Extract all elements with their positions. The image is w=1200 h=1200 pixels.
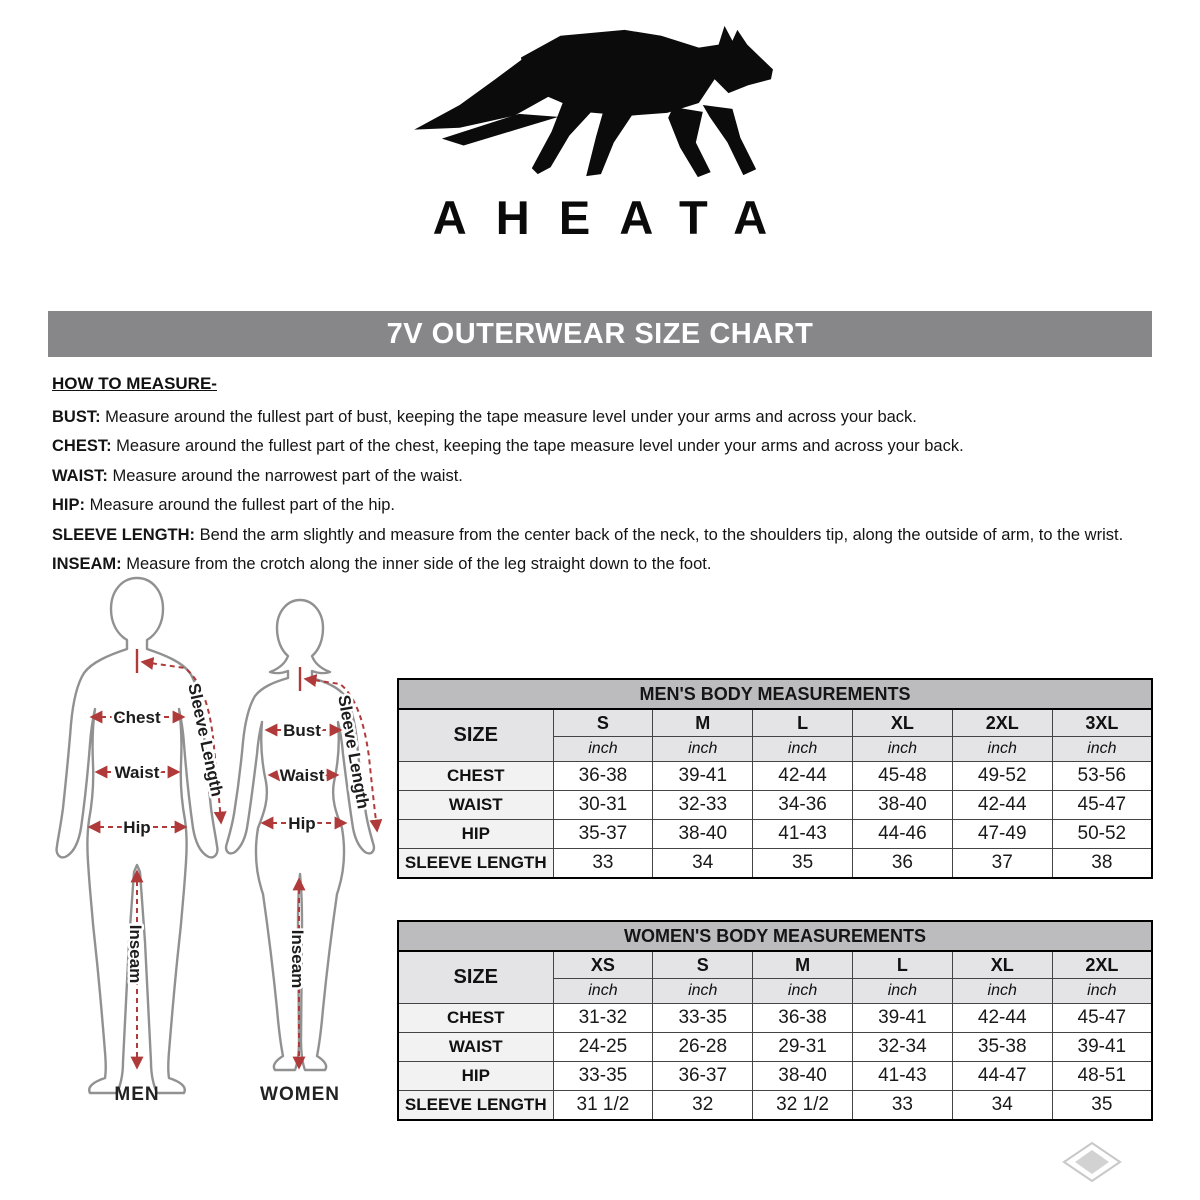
table-row bbox=[398, 820, 1152, 849]
size-col: L bbox=[753, 709, 853, 737]
cell: 41-43 bbox=[852, 1062, 952, 1091]
row-label: SLEEVE LENGTH bbox=[398, 849, 553, 879]
instruction-sleeve bbox=[52, 521, 1162, 550]
cell: 45-48 bbox=[852, 762, 952, 791]
instruction-label: BUST: bbox=[52, 408, 101, 426]
womens-measurements-table bbox=[397, 920, 1153, 1121]
cell: 33 bbox=[553, 849, 653, 879]
cell: 35-37 bbox=[553, 820, 653, 849]
cell: 38-40 bbox=[753, 1062, 853, 1091]
row-label: HIP bbox=[398, 820, 553, 849]
cell: 26-28 bbox=[653, 1033, 753, 1062]
table-row bbox=[398, 1004, 1152, 1033]
size-col: M bbox=[753, 951, 853, 979]
table-row bbox=[398, 1091, 1152, 1121]
unit-cell: inch bbox=[753, 737, 853, 762]
instruction-text: Bend the arm slightly and measure from the center back of the neck, to the shoulders tip, along the outside of arm, to the wrist. bbox=[195, 525, 1124, 544]
size-col: XS bbox=[553, 951, 653, 979]
cell: 36-38 bbox=[553, 762, 653, 791]
instruction-label: CHEST: bbox=[52, 437, 112, 456]
size-col: S bbox=[553, 709, 653, 737]
instruction-waist bbox=[52, 462, 1162, 491]
wolf-logo-icon bbox=[400, 18, 800, 186]
chart-title: 7V OUTERWEAR SIZE CHART bbox=[386, 317, 814, 350]
woman-inseam-label: Inseam bbox=[288, 929, 307, 989]
woman-waist-label: Waist bbox=[279, 766, 325, 785]
instruction-text: Measure around the fullest part of bust, keeping the tape measure level under your arms and across your back. bbox=[100, 408, 917, 426]
instruction-label: INSEAM: bbox=[52, 555, 122, 574]
table-row bbox=[398, 791, 1152, 820]
measurement-diagram bbox=[35, 572, 390, 1112]
size-col: XL bbox=[952, 951, 1052, 979]
unit-cell: inch bbox=[653, 979, 753, 1004]
row-label: WAIST bbox=[398, 791, 553, 820]
row-label: HIP bbox=[398, 1062, 553, 1091]
cell: 44-47 bbox=[952, 1062, 1052, 1091]
cell: 41-43 bbox=[753, 820, 853, 849]
man-waist-label: Waist bbox=[114, 763, 160, 782]
unit-cell: inch bbox=[1052, 737, 1152, 762]
cell: 34 bbox=[653, 849, 753, 879]
cell: 47-49 bbox=[952, 820, 1052, 849]
cell: 35-38 bbox=[952, 1033, 1052, 1062]
size-header: SIZE bbox=[398, 951, 553, 1004]
size-header: SIZE bbox=[398, 709, 553, 762]
instruction-label: HIP: bbox=[52, 496, 85, 515]
table-row bbox=[398, 762, 1152, 791]
instruction-text: Measure around the narrowest part of the waist. bbox=[107, 466, 463, 485]
mens-measurements-table bbox=[397, 678, 1153, 879]
womens-table-title: WOMEN'S BODY MEASUREMENTS bbox=[398, 921, 1152, 951]
man-chest-label: Chest bbox=[113, 708, 161, 727]
cell: 38-40 bbox=[653, 820, 753, 849]
chart-title-banner bbox=[48, 311, 1152, 357]
brand-wordmark: AHEATA bbox=[432, 191, 797, 244]
table-row bbox=[398, 849, 1152, 879]
cell: 38 bbox=[1052, 849, 1152, 879]
cell: 42-44 bbox=[952, 1004, 1052, 1033]
cell: 36 bbox=[852, 849, 952, 879]
cell: 39-41 bbox=[1052, 1033, 1152, 1062]
instruction-label: SLEEVE LENGTH: bbox=[52, 525, 196, 544]
cell: 33-35 bbox=[653, 1004, 753, 1033]
unit-cell: inch bbox=[1052, 979, 1152, 1004]
men-caption: MEN bbox=[114, 1084, 160, 1105]
row-label: SLEEVE LENGTH bbox=[398, 1091, 553, 1121]
cell: 39-41 bbox=[852, 1004, 952, 1033]
cell: 45-47 bbox=[1052, 791, 1152, 820]
woman-sleeve-label: Sleeve Length bbox=[334, 693, 373, 811]
woman-bust-label: Bust bbox=[283, 721, 321, 740]
cell: 37 bbox=[952, 849, 1052, 879]
instruction-text: Measure around the fullest part of the hip. bbox=[85, 496, 396, 515]
cell: 42-44 bbox=[952, 791, 1052, 820]
instruction-text: Measure from the crotch along the inner side of the leg straight down to the foot. bbox=[121, 555, 712, 574]
unit-cell: inch bbox=[952, 979, 1052, 1004]
cell: 31 1/2 bbox=[553, 1091, 653, 1121]
man-inseam-label: Inseam bbox=[126, 924, 145, 984]
woman-hip-label: Hip bbox=[288, 814, 316, 833]
instruction-text: Measure around the fullest part of the chest, keeping the tape measure level under your arms and across your back. bbox=[111, 437, 964, 456]
cell: 30-31 bbox=[553, 791, 653, 820]
mens-table-title: MEN'S BODY MEASUREMENTS bbox=[398, 679, 1152, 709]
brand-logo bbox=[0, 18, 1200, 245]
cell: 48-51 bbox=[1052, 1062, 1152, 1091]
cell: 33 bbox=[852, 1091, 952, 1121]
table-row bbox=[398, 1033, 1152, 1062]
size-col: L bbox=[852, 951, 952, 979]
cell: 53-56 bbox=[1052, 762, 1152, 791]
unit-cell: inch bbox=[753, 979, 853, 1004]
cell: 32 1/2 bbox=[753, 1091, 853, 1121]
women-caption: WOMEN bbox=[260, 1084, 340, 1105]
unit-cell: inch bbox=[952, 737, 1052, 762]
cell: 24-25 bbox=[553, 1033, 653, 1062]
unit-cell: inch bbox=[852, 979, 952, 1004]
cell: 29-31 bbox=[753, 1033, 853, 1062]
cell: 35 bbox=[1052, 1091, 1152, 1121]
cell: 33-35 bbox=[553, 1062, 653, 1091]
cell: 49-52 bbox=[952, 762, 1052, 791]
size-col: 3XL bbox=[1052, 709, 1152, 737]
unit-cell: inch bbox=[653, 737, 753, 762]
cell: 50-52 bbox=[1052, 820, 1152, 849]
cell: 32-33 bbox=[653, 791, 753, 820]
size-col: 2XL bbox=[952, 709, 1052, 737]
cell: 32 bbox=[653, 1091, 753, 1121]
size-col: S bbox=[653, 951, 753, 979]
cell: 34-36 bbox=[753, 791, 853, 820]
row-label: CHEST bbox=[398, 1004, 553, 1033]
table-row bbox=[398, 1062, 1152, 1091]
unit-cell: inch bbox=[553, 979, 653, 1004]
cell: 31-32 bbox=[553, 1004, 653, 1033]
cell: 45-47 bbox=[1052, 1004, 1152, 1033]
unit-cell: inch bbox=[553, 737, 653, 762]
instruction-hip bbox=[52, 491, 1162, 520]
diamond-watermark-icon bbox=[1062, 1142, 1122, 1182]
instruction-chest bbox=[52, 432, 1162, 461]
instruction-bust bbox=[52, 403, 1162, 432]
cell: 32-34 bbox=[852, 1033, 952, 1062]
unit-cell: inch bbox=[852, 737, 952, 762]
measure-instructions bbox=[52, 374, 1162, 579]
instruction-label: WAIST: bbox=[52, 466, 108, 485]
cell: 36-38 bbox=[753, 1004, 853, 1033]
cell: 35 bbox=[753, 849, 853, 879]
row-label: WAIST bbox=[398, 1033, 553, 1062]
size-col: 2XL bbox=[1052, 951, 1152, 979]
size-col: M bbox=[653, 709, 753, 737]
cell: 36-37 bbox=[653, 1062, 753, 1091]
man-sleeve-label: Sleeve Length bbox=[184, 681, 227, 799]
row-label: CHEST bbox=[398, 762, 553, 791]
man-hip-label: Hip bbox=[123, 818, 151, 837]
cell: 42-44 bbox=[753, 762, 853, 791]
cell: 39-41 bbox=[653, 762, 753, 791]
instructions-heading: HOW TO MEASURE- bbox=[52, 374, 217, 393]
cell: 34 bbox=[952, 1091, 1052, 1121]
cell: 38-40 bbox=[852, 791, 952, 820]
cell: 44-46 bbox=[852, 820, 952, 849]
size-col: XL bbox=[852, 709, 952, 737]
